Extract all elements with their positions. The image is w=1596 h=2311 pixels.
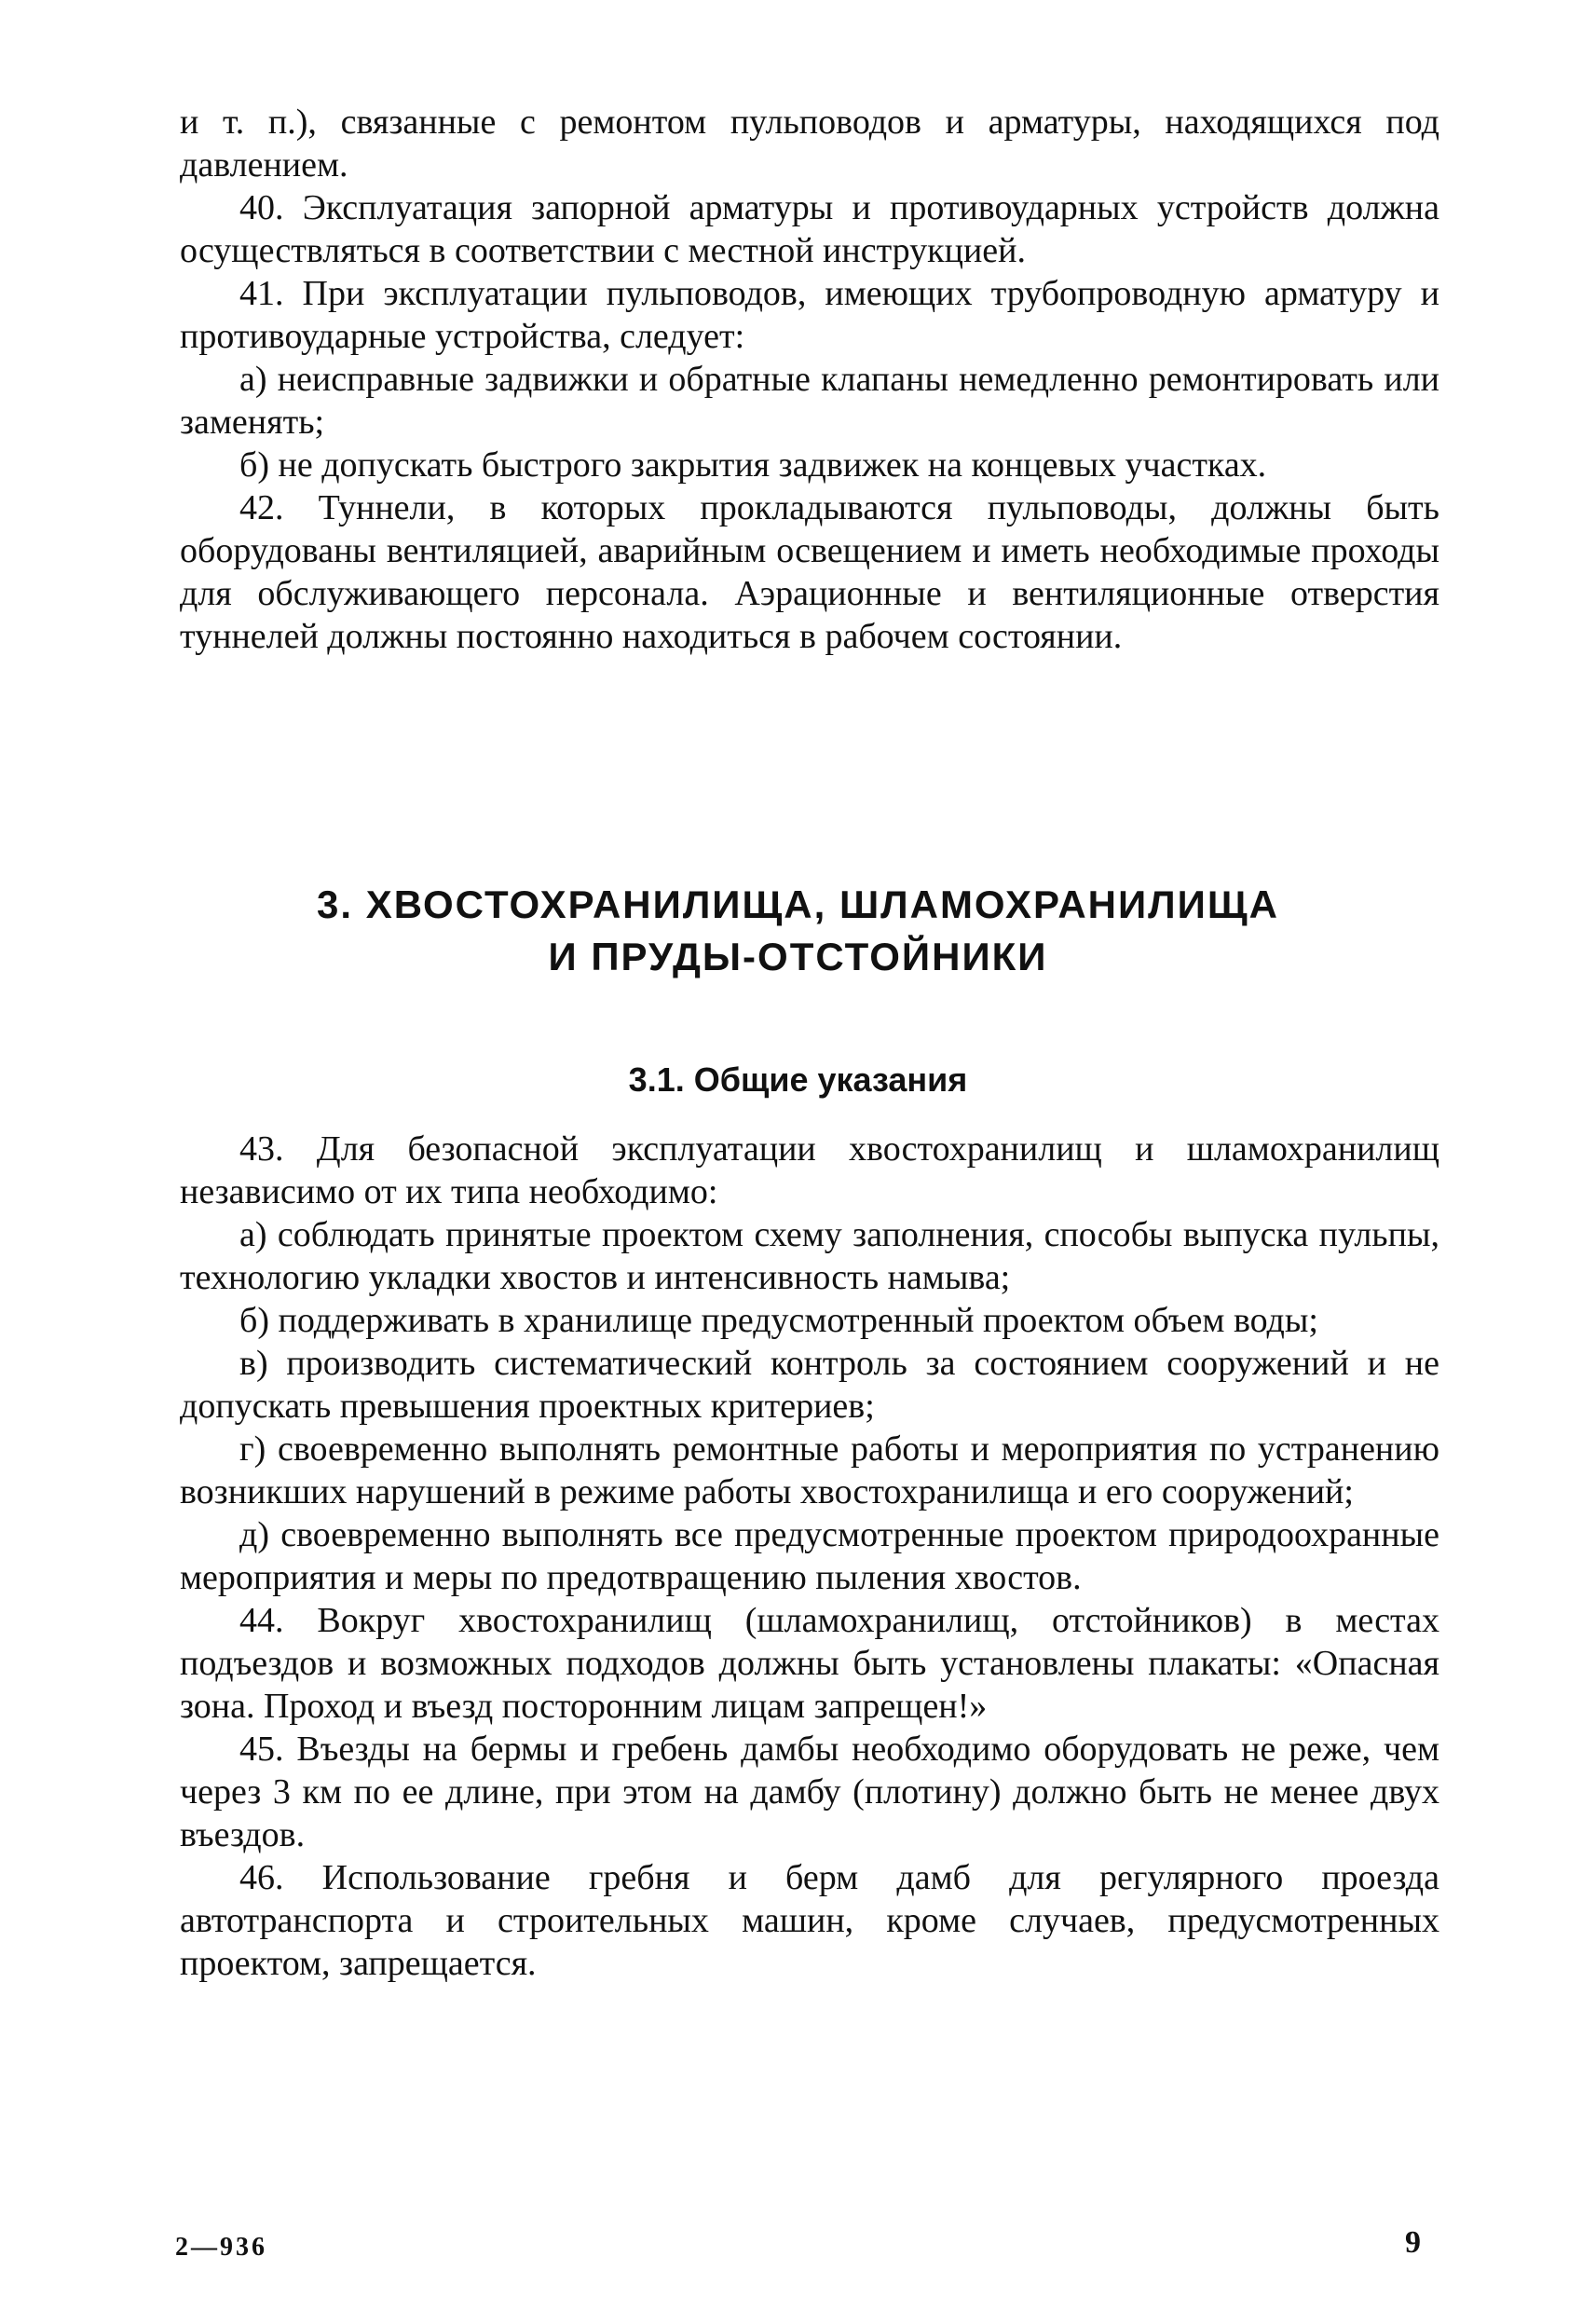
paragraph-43: 43. Для безопасной эксплуатации хвостохранилищ и шламохранилищ независимо от их типа необходимо: — [180, 1129, 1439, 1211]
subsection-title: 3.1. Общие указания — [628, 1060, 968, 1099]
paragraph-43-v: в) производить систематический контроль за состоянием сооружений и не допускать превышения проектных критериев; — [180, 1344, 1439, 1426]
section-title-line-2: И ПРУДЫ-ОТСТОЙНИКИ — [548, 935, 1048, 978]
paragraph-41: 41. При эксплуатации пульповодов, имеющих трубопроводную арматуру и противоударные устройства, следует: — [180, 274, 1439, 356]
paragraph-41-a: а) неисправные задвижки и обратные клапаны немедленно ремонтировать или заменять; — [180, 360, 1439, 442]
footer-signature-code: 2—936 — [175, 2233, 267, 2262]
paragraph-continuation: и т. п.), связанные с ремонтом пульповодов и арматуры, находящихся под давлением. — [180, 103, 1439, 185]
paragraph-43-g: г) своевременно выполнять ремонтные работы и мероприятия по устранению возникших нарушений в режиме работы хвостохранилища и его сооружений; — [180, 1429, 1439, 1511]
paragraph-43-b: б) поддерживать в хранилище предусмотренный проектом объем воды; — [239, 1301, 1318, 1340]
paragraph-40: 40. Эксплуатация запорной арматуры и противоударных устройств должна осуществляться в соответствии с местной инструкцией. — [180, 188, 1439, 270]
paragraph-46: 46. Использование гребня и берм дамб для регулярного проезда автотранспорта и строительных машин, кроме случаев, предусмотренных проектом, запрещается. — [180, 1858, 1439, 1983]
paragraph-44: 44. Вокруг хвостохранилищ (шламохранилищ, отстойников) в местах подъездов и возможных подходов должны быть установлены плакаты: «Опасная зона. Проход и въезд посторонним лицам запрещен!» — [180, 1601, 1439, 1726]
page-number: 9 — [1405, 2225, 1421, 2260]
paragraph-42: 42. Туннели, в которых прокладываются пульповоды, должны быть оборудованы вентиляцией, аварийным освещением и иметь необходимые проходы для обслуживающего персонала. Аэрационные и вентиляционные отверстия туннелей должны постоянно находиться в рабочем состоянии. — [180, 488, 1439, 656]
body-text-block — [180, 1128, 1439, 1985]
section-title-line-1: 3. ХВОСТОХРАНИЛИЩА, ШЛАМОХРАНИЛИЩА — [317, 882, 1279, 926]
paragraph-43-a: а) соблюдать принятые проектом схему заполнения, способы выпуска пульпы, технологию укладки хвостов и интенсивность намыва; — [180, 1215, 1439, 1297]
paragraph-43-d: д) своевременно выполнять все предусмотренные проектом природоохранные мероприятия и меры по предотвращению пыления хвостов. — [180, 1515, 1439, 1597]
top-text-block — [180, 101, 1439, 658]
paragraph-45: 45. Въезды на бермы и гребень дамбы необходимо оборудовать не реже, чем через 3 км по ее длине, при этом на дамбу (плотину) должно быть не менее двух въездов. — [180, 1730, 1439, 1854]
paragraph-41-b: б) не допускать быстрого закрытия задвижек на концевых участках. — [239, 445, 1267, 485]
